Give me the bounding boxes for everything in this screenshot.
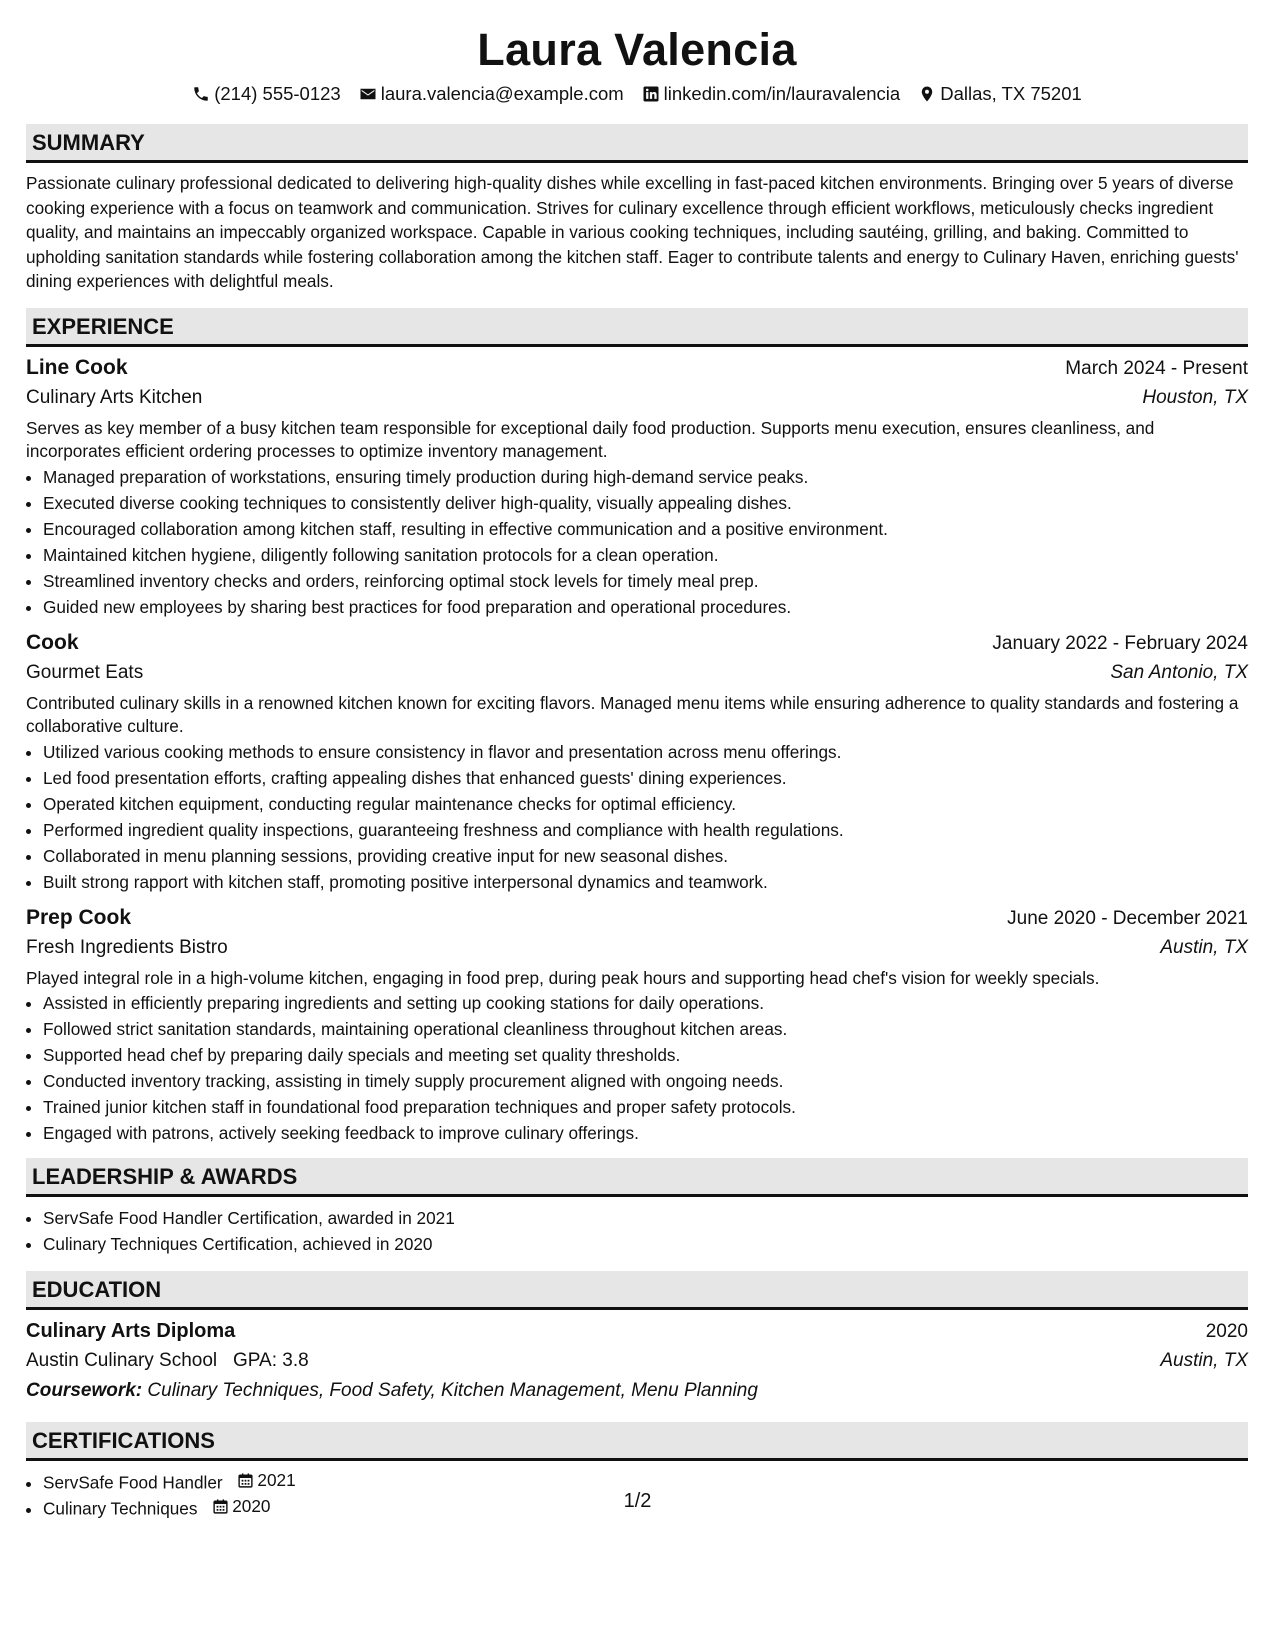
bullet-item: • Engaged with patrons, actively seeking feedback to improve culinary offerings.: [43, 1120, 1248, 1146]
job-title: Prep Cook: [26, 905, 132, 929]
school-line: [26, 1346, 309, 1376]
bullet-item: • Managed preparation of workstations, ensuring timely production during high-demand service peaks.: [43, 464, 1248, 490]
job-entry: [26, 353, 1248, 620]
bullet-item: • Conducted inventory tracking, assisting in timely supply procurement aligned with ongoing needs.: [43, 1068, 1248, 1094]
certification-name: Culinary Techniques: [43, 1498, 198, 1519]
bullet-item: • Supported head chef by preparing daily specials and meeting set quality thresholds.: [43, 1042, 1248, 1068]
gpa: GPA: 3.8: [233, 1350, 309, 1372]
linkedin-text: linkedin.com/in/lauravalencia: [663, 83, 901, 104]
job-dates: March 2024 - Present: [1065, 357, 1248, 379]
school-name: Austin Culinary School: [26, 1350, 218, 1372]
job-location: Houston, TX: [1142, 386, 1248, 408]
certification-year: 2020: [232, 1496, 271, 1517]
school-location: Austin, TX: [1160, 1350, 1248, 1372]
job-bullets: [26, 464, 1248, 620]
contact-phone: [192, 80, 341, 108]
job-description: Contributed culinary skills in a renowned kitchen known for exciting flavors. Managed menu items while ensuring adherence to quality standards and fostering a collaborative culture.: [26, 692, 1239, 737]
bullet-item: • Performed ingredient quality inspections, guaranteeing freshness and compliance with health regulations.: [43, 817, 1248, 843]
bullet-item: • Utilized various cooking methods to ensure consistency in flavor and presentation across menu offerings.: [43, 739, 1248, 765]
job-dates: June 2020 - December 2021: [1007, 907, 1248, 929]
certification-year: 2021: [257, 1470, 296, 1491]
education-entry: [26, 1316, 1248, 1406]
awards-heading: LEADERSHIP & AWARDS: [26, 1158, 1248, 1197]
coursework-label: Coursework:: [26, 1380, 143, 1402]
bullet-item: • Built strong rapport with kitchen staff, promoting positive interpersonal dynamics and teamwork.: [43, 869, 1248, 895]
location-text: Dallas, TX 75201: [940, 83, 1082, 104]
linkedin-icon: [642, 85, 660, 103]
map-pin-icon: [918, 85, 936, 103]
job-entry: [26, 903, 1248, 1147]
bullet-item: • Encouraged collaboration among kitchen staff, resulting in effective communication and a positive environment.: [43, 516, 1248, 542]
job-bullets: [26, 739, 1248, 895]
candidate-name: Laura Valencia: [477, 24, 797, 75]
job-description: Serves as key member of a busy kitchen team responsible for exceptional daily food production. Supports menu execution, ensures cleanliness, and incorporates efficient ordering processes to optimize inventory management.: [26, 417, 1155, 462]
job-company: Gourmet Eats: [26, 661, 144, 683]
phone-icon: [192, 85, 210, 103]
contact-location: [918, 80, 1082, 108]
education-heading: EDUCATION: [26, 1271, 1248, 1310]
summary-text: Passionate culinary professional dedicated to delivering high-quality dishes while excelling in fast-paced kitchen environments. Bringing over 5 years of diverse cooking experience with a focus on teamwork and communication. Strives for culinary excellence through efficient workflows, meticulously checks ingredient quality, and maintains an impeccably organized workspace. Capable in various cooking techniques, including sautéing, grilling, and baking. Committed to upholding sanitation standards while fostering collaboration among the kitchen staff. Eager to contribute talents and energy to Culinary Haven, enriching guests' dining experiences with delightful meals.: [26, 173, 1239, 292]
job-description: Played integral role in a high-volume kitchen, engaging in food prep, during peak hours and supporting head chef's vision for weekly specials.: [26, 967, 1100, 988]
email-text: laura.valencia@example.com: [380, 83, 624, 104]
certification-name: ServSafe Food Handler: [43, 1472, 223, 1493]
bullet-item: • Followed strict sanitation standards, maintaining operational cleanliness throughout kitchen areas.: [43, 1016, 1248, 1042]
resume-page: [26, 0, 1248, 1519]
job-title: Line Cook: [26, 355, 128, 379]
envelope-icon: [359, 85, 377, 103]
job-dates: January 2022 - February 2024: [992, 632, 1248, 654]
bullet-item: • Assisted in efficiently preparing ingredients and setting up cooking stations for daily operations.: [43, 990, 1248, 1016]
coursework-line: [26, 1376, 1248, 1406]
job-title: Cook: [26, 630, 79, 654]
bullet-item: • Streamlined inventory checks and orders, reinforcing optimal stock levels for timely meal prep.: [43, 568, 1248, 594]
bullet-item: • Operated kitchen equipment, conducting regular maintenance checks for optimal efficiency.: [43, 791, 1248, 817]
award-item: • ServSafe Food Handler Certification, awarded in 2021: [43, 1205, 1248, 1231]
experience-heading: EXPERIENCE: [26, 308, 1248, 347]
page-number: 1/2: [623, 1490, 652, 1512]
calendar-icon: [237, 1472, 254, 1489]
degree-title: Culinary Arts Diploma: [26, 1320, 236, 1343]
graduation-year: 2020: [1205, 1321, 1248, 1343]
summary-heading: SUMMARY: [26, 124, 1248, 163]
bullet-item: • Led food presentation efforts, crafting appealing dishes that enhanced guests' dining experiences.: [43, 765, 1248, 791]
contact-bar: [26, 80, 1248, 108]
job-bullets: [26, 990, 1248, 1146]
bullet-item: • Collaborated in menu planning sessions, providing creative input for new seasonal dishes.: [43, 843, 1248, 869]
contact-linkedin[interactable]: [642, 80, 901, 108]
awards-list: [26, 1205, 1248, 1257]
job-entry: [26, 628, 1248, 895]
contact-email[interactable]: [359, 80, 624, 108]
job-location: Austin, TX: [1160, 936, 1248, 958]
award-item: • Culinary Techniques Certification, achieved in 2020: [43, 1231, 1248, 1257]
bullet-item: • Executed diverse cooking techniques to consistently deliver high-quality, visually appealing dishes.: [43, 490, 1248, 516]
job-company: Fresh Ingredients Bistro: [26, 936, 228, 958]
phone-text: (214) 555-0123: [214, 83, 341, 104]
bullet-item: • Maintained kitchen hygiene, diligently following sanitation protocols for a clean operation.: [43, 542, 1248, 568]
job-location: San Antonio, TX: [1110, 661, 1248, 683]
bullet-item: • Trained junior kitchen staff in foundational food preparation techniques and proper safety protocols.: [43, 1094, 1248, 1120]
job-company: Culinary Arts Kitchen: [26, 386, 203, 408]
coursework-list: Culinary Techniques, Food Safety, Kitchen Management, Menu Planning: [147, 1380, 758, 1402]
certifications-heading: CERTIFICATIONS: [26, 1422, 1248, 1461]
bullet-item: • Guided new employees by sharing best practices for food preparation and operational procedures.: [43, 594, 1248, 620]
